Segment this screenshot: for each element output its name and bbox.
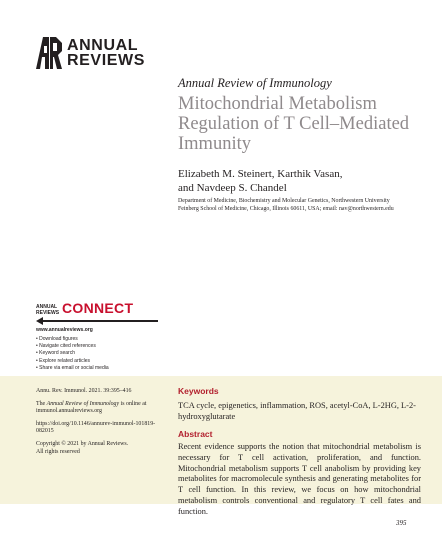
connect-word: CONNECT bbox=[62, 300, 134, 316]
connect-brand-bottom: REVIEWS bbox=[36, 309, 60, 316]
connect-item-cited-references[interactable]: • Navigate cited references bbox=[36, 343, 166, 350]
connect-brand-top: ANNUAL bbox=[36, 304, 58, 310]
citation: Annu. Rev. Immunol. 2021. 39:395–416 bbox=[36, 388, 132, 394]
online-note-post: is online at immunol.annualreviews.org bbox=[36, 400, 147, 415]
connect-item-download-figures[interactable]: • Download figures bbox=[36, 336, 166, 343]
authors bbox=[178, 167, 418, 195]
annual-reviews-logo bbox=[36, 36, 145, 70]
annual-reviews-connect[interactable] bbox=[36, 296, 166, 372]
journal-name: Annual Review of Immunology bbox=[178, 76, 332, 90]
authors-line-1: Elizabeth M. Steinert, Karthik Vasan, bbox=[178, 168, 343, 180]
copyright-line-2: All rights reserved bbox=[36, 448, 80, 455]
doi-link[interactable]: https://doi.org/10.1146/annurev-immunol-101819-082015 bbox=[36, 420, 156, 435]
connect-brand bbox=[36, 305, 62, 316]
copyright-line-1: Copyright © 2021 by Annual Reviews. bbox=[36, 440, 129, 447]
keywords-heading: Keywords bbox=[178, 386, 219, 396]
affiliation-line-1: Department of Medicine, Biochemistry and Molecular Genetics, Northwestern University bbox=[178, 198, 390, 204]
copyright bbox=[36, 441, 160, 456]
logo-word-annual: ANNUAL bbox=[67, 37, 139, 54]
online-note-journal: Annual Review of Immunology bbox=[46, 400, 120, 407]
article-meta bbox=[36, 388, 160, 461]
online-note bbox=[36, 401, 160, 416]
annual-reviews-logo-mark-icon bbox=[36, 37, 62, 69]
connect-arrow-icon bbox=[36, 317, 166, 325]
affiliation-line-2: Feinberg School of Medicine, Chicago, Illinois 60611, USA; email: nav@northwestern.edu bbox=[178, 206, 394, 212]
connect-item-keyword-search[interactable]: • Keyword search bbox=[36, 350, 166, 357]
connect-feature-list bbox=[36, 336, 166, 372]
page-number: 395 bbox=[396, 519, 407, 527]
logo-word-reviews: REVIEWS bbox=[67, 52, 145, 69]
abstract-heading: Abstract bbox=[178, 429, 213, 439]
connect-header bbox=[36, 296, 166, 316]
connect-item-related-articles[interactable]: • Explore related articles bbox=[36, 358, 166, 365]
online-note-pre: The bbox=[36, 400, 47, 407]
affiliation bbox=[178, 197, 423, 213]
authors-line-2: and Navdeep S. Chandel bbox=[178, 182, 287, 194]
connect-site-link[interactable]: www.annualreviews.org bbox=[36, 327, 93, 333]
keywords-text: TCA cycle, epigenetics, inflammation, ROS, acetyl-CoA, L-2HG, L-2-hydroxyglutarate bbox=[178, 401, 416, 421]
connect-item-share[interactable]: • Share via email or social media bbox=[36, 365, 166, 372]
abstract-text: Recent evidence supports the notion that mitochondrial metabolism is necessary for T cell activation, proliferation, and function. Mitochondrial metabolism supports T cell anabolism by providing key metabolites for macromolecule synthesis and generating metabolites for T cell function. In this review, we focus on how mitochondrial metabolism controls conventional and regulatory T cell fates and function. bbox=[178, 442, 421, 516]
article-title: Mitochondrial Metabolism Regulation of T Cell–Mediated Immunity bbox=[178, 94, 410, 154]
